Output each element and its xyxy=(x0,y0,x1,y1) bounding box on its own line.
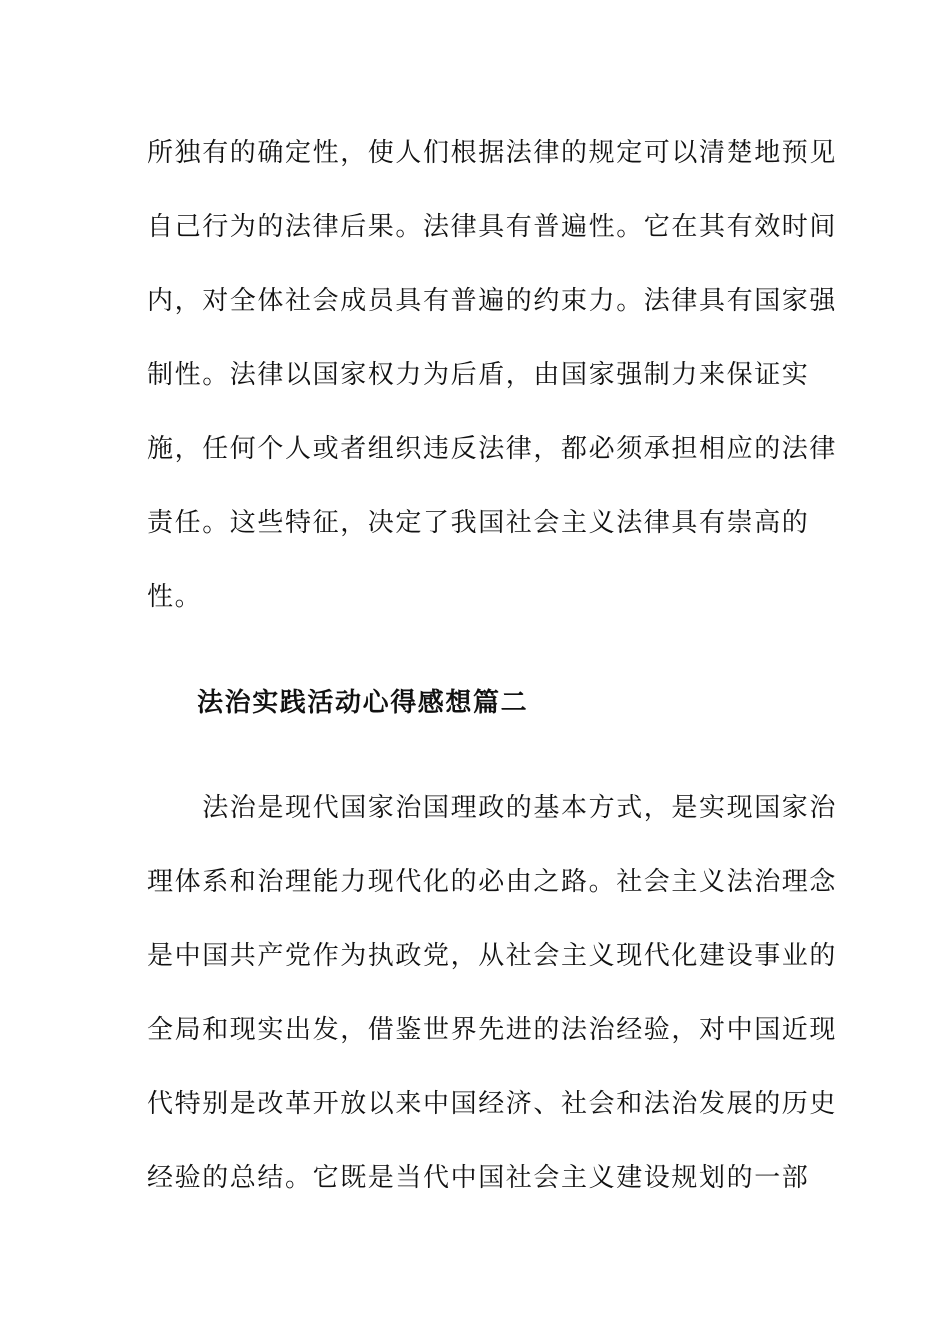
body-paragraph-2 xyxy=(147,771,838,1215)
paragraph-line: 制性。法律以国家权力为后盾，由国家强制力来保证实 xyxy=(147,360,810,390)
paragraph-line: 性。 xyxy=(147,582,203,612)
paragraph-line: 责任。这些特征，决定了我国社会主义法律具有崇高的 xyxy=(147,508,810,538)
paragraph-line: 全局和现实出发，借鉴世界先进的法治经验，对中国近现 xyxy=(147,1015,838,1045)
paragraph-line: 所独有的确定性，使人们根据法律的规定可以清楚地预见 xyxy=(147,138,838,168)
body-paragraph-1 xyxy=(147,116,838,634)
paragraph-line: 是中国共产党作为执政党，从社会主义现代化建设事业的 xyxy=(147,941,838,971)
paragraph-line: 代特别是改革开放以来中国经济、社会和法治发展的历史 xyxy=(147,1089,838,1119)
paragraph-line: 法治是现代国家治国理政的基本方式，是实现国家治 xyxy=(147,793,838,823)
paragraph-line: 自己行为的法律后果。法律具有普遍性。它在其有效时间 xyxy=(147,212,838,242)
paragraph-line: 理体系和治理能力现代化的必由之路。社会主义法治理念 xyxy=(147,867,838,897)
section-heading: 法治实践活动心得感想篇二 xyxy=(197,688,529,718)
paragraph-line: 经验的总结。它既是当代中国社会主义建设规划的一部 xyxy=(147,1163,810,1193)
paragraph-line: 施，任何个人或者组织违反法律，都必须承担相应的法律 xyxy=(147,434,838,464)
paragraph-line: 内，对全体社会成员具有普遍的约束力。法律具有国家强 xyxy=(147,286,838,316)
